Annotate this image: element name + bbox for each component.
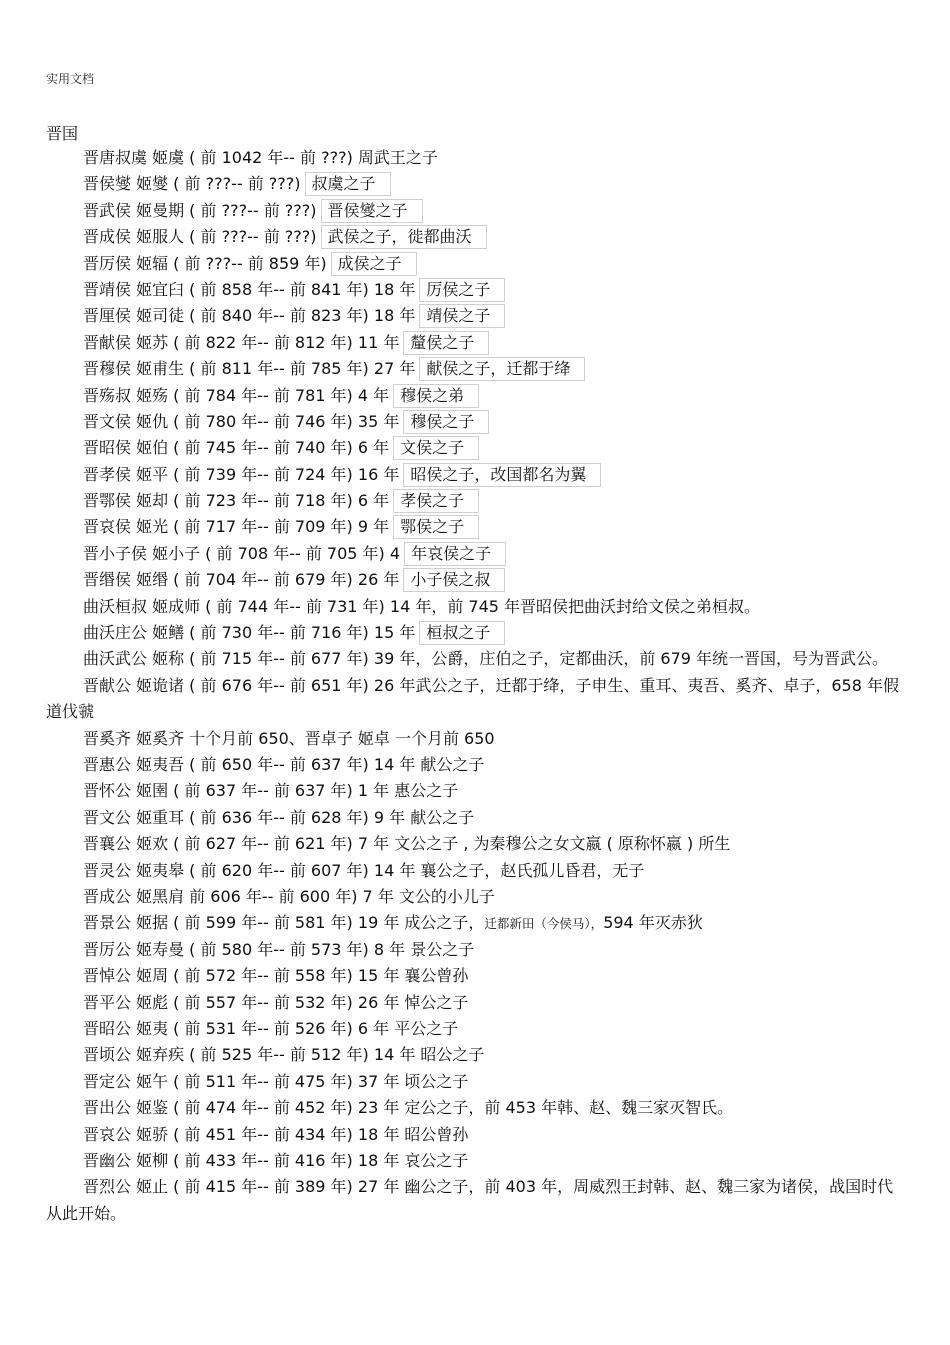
ruler-entry xyxy=(46,303,906,329)
ruler-entry xyxy=(46,1148,906,1174)
ruler-entry-tail-text: 594 年灭赤狄 xyxy=(603,913,703,933)
ruler-entry xyxy=(46,1174,906,1227)
ruler-entry-text: 曲沃桓叔 姬成师 ( 前 744 年-- 前 731 年) 14 年，前 745 年晋昭侯把曲沃封给文侯之弟桓叔。 xyxy=(83,596,761,616)
ruler-entry xyxy=(46,778,906,804)
ruler-entry-text: 晋景公 姬据 ( 前 599 年-- 前 581 年) 19 年 成公之子， xyxy=(83,913,485,933)
ruler-entry-text: 晋悼公 姬周 ( 前 572 年-- 前 558 年) 15 年 襄公曾孙 xyxy=(83,966,469,986)
ruler-entry-text: 晋厉公 姬寿曼 ( 前 580 年-- 前 573 年) 8 年 景公之子 xyxy=(83,939,475,959)
ruler-entry-text: 晋穆侯 姬甫生 ( 前 811 年-- 前 785 年) 27 年 xyxy=(83,359,416,379)
ruler-entry-text: 晋平公 姬彪 ( 前 557 年-- 前 532 年) 26 年 悼公之子 xyxy=(83,992,469,1012)
ruler-entry-note-box: 穆侯之子 xyxy=(403,410,489,434)
ruler-entry xyxy=(46,990,906,1016)
ruler-entry-text: 晋顷公 姬弃疾 ( 前 525 年-- 前 512 年) 14 年 昭公之子 xyxy=(83,1045,485,1065)
ruler-entry xyxy=(46,646,906,672)
ruler-entry-text: 晋殇叔 姬殇 ( 前 784 年-- 前 781 年) 4 年 xyxy=(83,385,390,405)
ruler-entry-text: 晋献公 姬诡诸 ( 前 676 年-- 前 651 年) 26 年武公之子，迁都于绛，子申生、重耳、夷吾、奚齐、卓子，658 年假道伐虢 xyxy=(46,675,899,722)
ruler-entry-note-box: 桓叔之子 xyxy=(419,621,505,645)
ruler-entry-note-box: 叔虞之子 xyxy=(305,172,391,196)
ruler-entry-note-box: 厉侯之子 xyxy=(419,278,505,302)
ruler-entry xyxy=(46,1069,906,1095)
ruler-entry-text: 晋侯燮 姬燮 ( 前 ???-- 前 ???) xyxy=(83,174,301,194)
ruler-entry xyxy=(46,356,906,382)
ruler-entry-text: 晋襄公 姬欢 ( 前 627 年-- 前 621 年) 7 年 文公之子 , 为秦穆公之女文嬴 ( 原称怀嬴 ) 所生 xyxy=(83,834,731,854)
ruler-entry xyxy=(46,514,906,540)
ruler-entry-note-box: 昭侯之子，改国都名为翼 xyxy=(403,463,601,487)
ruler-entry xyxy=(46,1095,906,1121)
ruler-entry-text: 晋出公 姬鉴 ( 前 474 年-- 前 452 年) 23 年 定公之子，前 453 年韩、赵、魏三家灭智氏。 xyxy=(83,1098,734,1118)
ruler-entry xyxy=(46,330,906,356)
ruler-entry-text: 晋昭公 姬夷 ( 前 531 年-- 前 526 年) 6 年 平公之子 xyxy=(83,1018,459,1038)
ruler-entry-text: 晋靖侯 姬宜臼 ( 前 858 年-- 前 841 年) 18 年 xyxy=(83,279,416,299)
ruler-entry-text: 晋怀公 姬圉 ( 前 637 年-- 前 637 年) 1 年 惠公之子 xyxy=(83,781,459,801)
ruler-entry-note-box: 年哀侯之子 xyxy=(404,542,506,566)
ruler-entry-note-box: 鄂侯之子 xyxy=(393,515,479,539)
ruler-entry xyxy=(46,224,906,250)
ruler-entry-note-box: 靖侯之子 xyxy=(419,304,505,328)
ruler-entry xyxy=(46,726,906,752)
ruler-entry-text: 晋惠公 姬夷吾 ( 前 650 年-- 前 637 年) 14 年 献公之子 xyxy=(83,755,485,775)
ruler-entry-note-box: 武侯之子，徙都曲沃 xyxy=(321,225,487,249)
ruler-entry xyxy=(46,831,906,857)
ruler-entry-text: 晋献侯 姬苏 ( 前 822 年-- 前 812 年) 11 年 xyxy=(83,332,400,352)
ruler-entry-text: 晋武侯 姬曼期 ( 前 ???-- 前 ???) xyxy=(83,200,317,220)
page-header: 实用文档 xyxy=(46,72,95,86)
ruler-entry-text: 晋成公 姬黑肩 前 606 年-- 前 600 年) 7 年 文公的小儿子 xyxy=(83,886,495,906)
ruler-entry-text: 晋小子侯 姬小子 ( 前 708 年-- 前 705 年) 4 xyxy=(83,543,401,563)
ruler-entry-note-box: 晋侯燮之子 xyxy=(321,199,423,223)
ruler-entry-text: 晋厘侯 姬司徒 ( 前 840 年-- 前 823 年) 18 年 xyxy=(83,306,416,326)
ruler-entry-small-text: 迁都新田（今侯马）， xyxy=(484,916,604,932)
ruler-entry-text: 晋烈公 姬止 ( 前 415 年-- 前 389 年) 27 年 幽公之子，前 403 年，周威烈王封韩、赵、魏三家为诸侯，战国时代从此开始。 xyxy=(46,1177,894,1223)
ruler-entry xyxy=(46,620,906,646)
ruler-entry-text: 晋奚齐 姬奚齐 十个月前 650、晋卓子 姬卓 一个月前 650 xyxy=(83,728,495,748)
section-title: 晋国 xyxy=(46,124,79,143)
ruler-entry-text: 晋文侯 姬仇 ( 前 780 年-- 前 746 年) 35 年 xyxy=(83,411,400,431)
ruler-entry-text: 晋定公 姬午 ( 前 511 年-- 前 475 年) 37 年 顷公之子 xyxy=(83,1071,469,1091)
ruler-list xyxy=(46,145,906,1227)
ruler-entry-text: 曲沃武公 姬称 ( 前 715 年-- 前 677 年) 39 年，公爵，庄伯之子，定都曲沃，前 679 年统一晋国，号为晋武公。 xyxy=(83,649,889,669)
ruler-entry xyxy=(46,673,906,726)
ruler-entry xyxy=(46,1122,906,1148)
ruler-entry-text: 晋孝侯 姬平 ( 前 739 年-- 前 724 年) 16 年 xyxy=(83,464,400,484)
ruler-entry-text: 晋成侯 姬服人 ( 前 ???-- 前 ???) xyxy=(83,227,317,247)
ruler-entry-note-box: 小子侯之叔 xyxy=(403,568,505,592)
ruler-entry xyxy=(46,567,906,593)
ruler-entry xyxy=(46,594,906,620)
ruler-entry-note-box: 穆侯之弟 xyxy=(393,384,479,408)
ruler-entry-text: 晋厉侯 姬辐 ( 前 ???-- 前 859 年) xyxy=(83,253,327,273)
ruler-entry xyxy=(46,462,906,488)
ruler-entry xyxy=(46,277,906,303)
ruler-entry xyxy=(46,198,906,224)
ruler-entry-note-box: 文侯之子 xyxy=(393,436,479,460)
ruler-entry-text: 晋哀侯 姬光 ( 前 717 年-- 前 709 年) 9 年 xyxy=(83,517,390,537)
ruler-entry xyxy=(46,171,906,197)
ruler-entry-text: 晋哀公 姬骄 ( 前 451 年-- 前 434 年) 18 年 昭公曾孙 xyxy=(83,1124,469,1144)
ruler-entry-note-box: 献侯之子，迁都于绛 xyxy=(419,357,585,381)
ruler-entry xyxy=(46,937,906,963)
ruler-entry-note-box: 孝侯之子 xyxy=(393,489,479,513)
ruler-entry-text: 晋鄂侯 姬却 ( 前 723 年-- 前 718 年) 6 年 xyxy=(83,491,390,511)
ruler-entry xyxy=(46,435,906,461)
ruler-entry-text: 晋幽公 姬柳 ( 前 433 年-- 前 416 年) 18 年 哀公之子 xyxy=(83,1150,469,1170)
ruler-entry-note-box: 成侯之子 xyxy=(331,252,417,276)
ruler-entry xyxy=(46,752,906,778)
ruler-entry xyxy=(46,409,906,435)
ruler-entry xyxy=(46,145,906,171)
ruler-entry xyxy=(46,805,906,831)
ruler-entry-text: 晋唐叔虞 姬虞 ( 前 1042 年-- 前 ???) 周武王之子 xyxy=(83,148,438,167)
ruler-entry xyxy=(46,884,906,910)
ruler-entry xyxy=(46,1042,906,1068)
ruler-entry-note-box: 釐侯之子 xyxy=(403,331,489,355)
ruler-entry xyxy=(46,910,906,936)
ruler-entry xyxy=(46,251,906,277)
ruler-entry xyxy=(46,858,906,884)
ruler-entry-text: 晋灵公 姬夷皋 ( 前 620 年-- 前 607 年) 14 年 襄公之子，赵氏孤儿昏君，无子 xyxy=(83,860,645,880)
ruler-entry xyxy=(46,1016,906,1042)
ruler-entry-text: 晋缗侯 姬缗 ( 前 704 年-- 前 679 年) 26 年 xyxy=(83,570,400,590)
ruler-entry xyxy=(46,541,906,567)
ruler-entry-text: 曲沃庄公 姬鳝 ( 前 730 年-- 前 716 年) 15 年 xyxy=(83,623,416,643)
ruler-entry xyxy=(46,963,906,989)
ruler-entry xyxy=(46,383,906,409)
ruler-entry-text: 晋昭侯 姬伯 ( 前 745 年-- 前 740 年) 6 年 xyxy=(83,438,390,458)
ruler-entry xyxy=(46,488,906,514)
ruler-entry-text: 晋文公 姬重耳 ( 前 636 年-- 前 628 年) 9 年 献公之子 xyxy=(83,807,475,827)
